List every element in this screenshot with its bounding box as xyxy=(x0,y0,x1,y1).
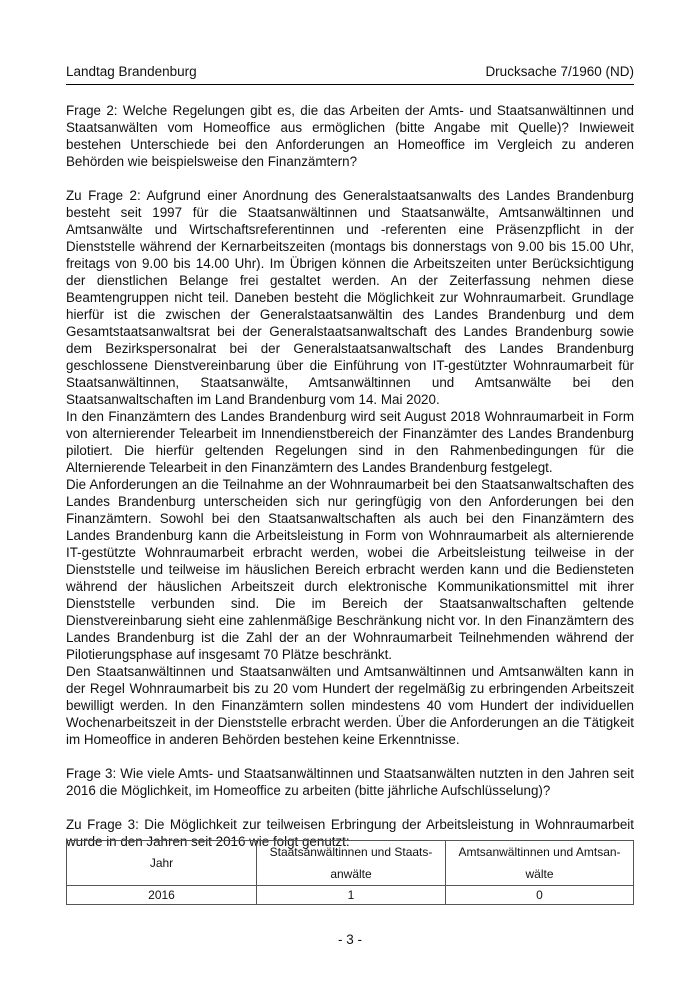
table-header-district-attorneys: Amtsanwältinnen und Amtsan-wälte xyxy=(446,841,634,886)
answer-3: Zu Frage 3: Die Möglichkeit zur teilweisen Erbringung der Arbeitsleistung in Wohnraumarbeit wurde in den Jahren seit 2016 wie folgt genutzt: xyxy=(66,817,634,849)
table-row xyxy=(67,886,634,905)
answer-2-paragraph-3: Die Anforderungen an die Teilnahme an der Wohnraumarbeit bei den Staatsanwaltschaften des Landes Brandenburg unterscheiden sich nur geringfügig von den Anforderungen bei den Finanzämtern. Sowohl bei den Staatsanwaltschaften als auch bei den Finanzämtern des Landes Brandenburg kann die Arbeitsleistung in Form von Wohnraumarbeit als alternierende IT-gestützte Wohnraumarbeit erbracht werden, wobei die Arbeitsleistung teilweise in der Dienststelle und teilweise im häuslichen Bereich erbracht werden kann und die Bediensteten während der häuslichen Arbeitszeit durch elektronische Kommunikationsmittel mit ihrer Dienststelle verbunden sind. Die im Bereich der Staatsanwaltschaften geltende Dienstvereinbarung sieht eine zahlenmäßige Beschränkung nicht vor. In den Finanzämtern des Landes Brandenburg ist die Zahl der an der Wohnraumarbeit Teilnehmenden während der Pilotierungsphase auf insgesamt 70 Plätze beschränkt. xyxy=(66,477,634,662)
table-header-row xyxy=(67,841,634,886)
document-body xyxy=(66,102,634,850)
table-cell-district-attorneys: 0 xyxy=(446,886,634,905)
header-document-number: Drucksache 7/1960 (ND) xyxy=(485,64,634,79)
header-parliament: Landtag Brandenburg xyxy=(66,64,197,79)
table-cell-prosecutors: 1 xyxy=(257,886,446,905)
page-header xyxy=(66,64,634,85)
usage-table xyxy=(66,840,634,905)
question-2: Frage 2: Welche Regelungen gibt es, die das Arbeiten der Amts- und Staatsanwältinnen und Staatsanwälten vom Homeoffice aus ermöglichen (bitte Angabe mit Quelle)? Inwieweit bestehen Unterschiede bei den Anforderungen an Homeoffice im Vergleich zu anderen Behörden wie beispielsweise den Finanzämtern? xyxy=(66,103,634,169)
answer-2-paragraph-1: Zu Frage 2: Aufgrund einer Anordnung des Generalstaatsanwalts des Landes Brandenburg besteht seit 1997 für die Staatsanwältinnen und Staatsanwälte, Amtsanwältinnen und Amtsanwälte und Wirtschaftsreferentinnen und -referenten eine Präsenzpflicht in der Dienststelle während der Kernarbeitszeiten (montags bis donnerstags von 9.00 bis 15.00 Uhr, freitags von 9.00 bis 14.00 Uhr). Im Übrigen können die Arbeitszeiten unter Berücksichtigung der dienstlichen Belange frei gestaltet werden. An der Zeiterfassung nehmen diese Beamtengruppen nicht teil. Daneben besteht die Möglichkeit zur Wohnraumarbeit. Grundlage hierfür ist die zwischen der Generalstaatsanwältin des Landes Brandenburg und dem Gesamtstaatsanwaltsrat bei der Generalstaatsanwaltschaft des Landes Brandenburg sowie dem Bezirkspersonalrat bei der Generalstaatsanwaltschaft des Landes Brandenburg geschlossene Dienstvereinbarung über die Einführung von IT-gestützter Wohnraumarbeit für Staatsanwältinnen, Staatsanwälte, Amtsanwältinnen und Amtsanwälte bei den Staatsanwaltschaften im Land Brandenburg vom 14. Mai 2020. xyxy=(66,188,634,407)
table-cell-year: 2016 xyxy=(67,886,257,905)
answer-2-paragraph-4: Den Staatsanwältinnen und Staatsanwälten und Amtsanwältinnen und Amtsanwälten kann in der Regel Wohnraumarbeit bis zu 20 vom Hundert der regelmäßig zu erbringenden Arbeitszeit bewilligt werden. In den Finanzämtern sollen mindestens 40 vom Hundert der individuellen Wochenarbeitszeit in der Dienststelle erbracht werden. Über die Anforderungen an die Tätigkeit im Homeoffice in anderen Behörden bestehen keine Erkenntnisse. xyxy=(66,664,634,747)
table-header-prosecutors: Staatsanwältinnen und Staats-anwälte xyxy=(257,841,446,886)
page-number: - 3 - xyxy=(337,932,362,947)
answer-2-paragraph-2: In den Finanzämtern des Landes Brandenburg wird seit August 2018 Wohnraumarbeit in Form von alternierender Telearbeit im Innendienstbereich der Finanzämter des Landes Brandenburg pilotiert. Die hierfür geltenden Regelungen sind in den Rahmenbedingungen für die Alternierende Telearbeit in den Finanzämtern des Landes Brandenburg festgelegt. xyxy=(66,409,634,475)
table-header-year: Jahr xyxy=(67,841,257,886)
question-3: Frage 3: Wie viele Amts- und Staatsanwältinnen und Staatsanwälten nutzten in den Jahren seit 2016 die Möglichkeit, im Homeoffice zu arbeiten (bitte jährliche Aufschlüsselung)? xyxy=(66,766,634,798)
